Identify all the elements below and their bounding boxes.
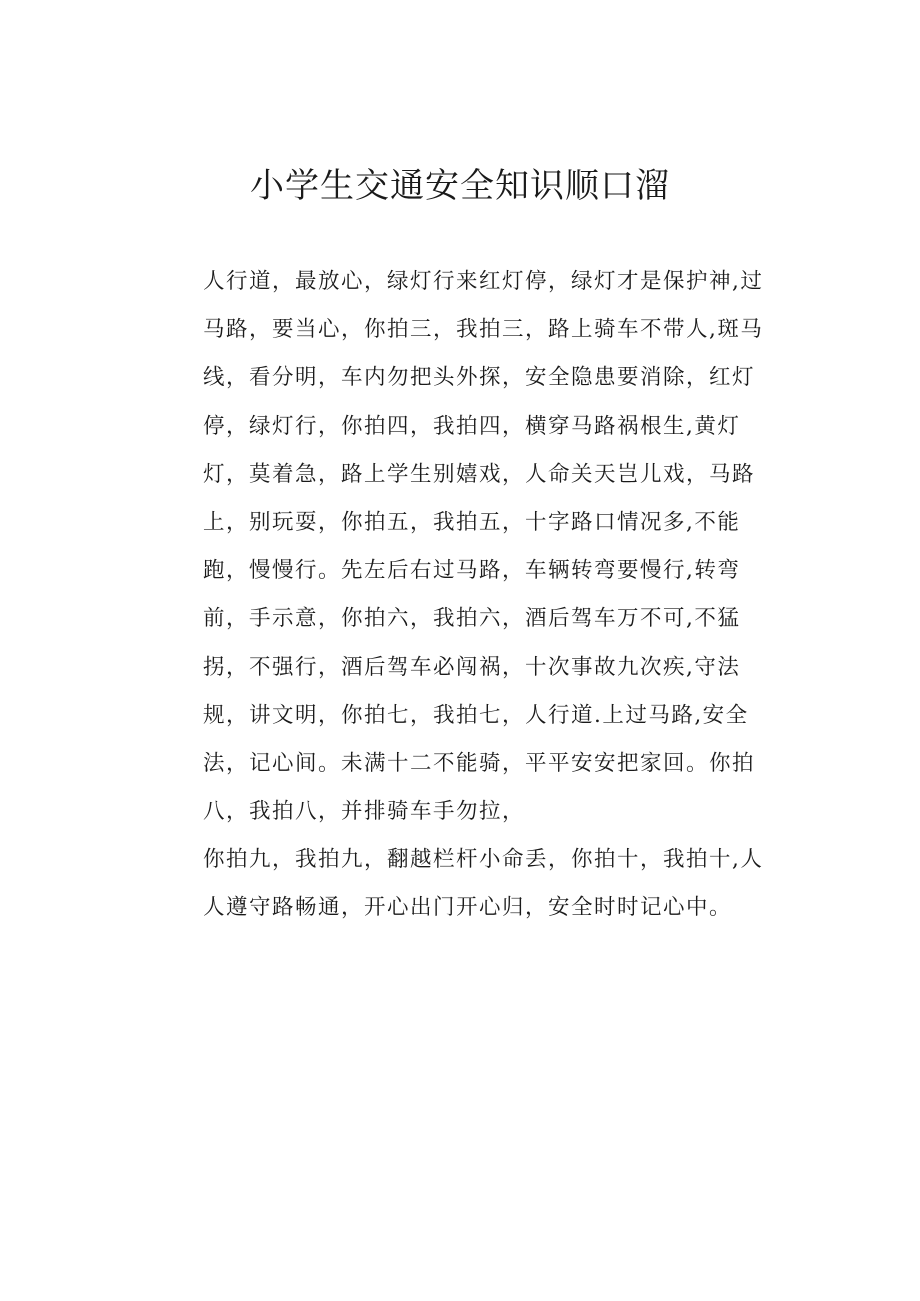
- text-line: 法，记心间。未满十二不能骑，平平安安把家回。你拍: [203, 750, 756, 776]
- text-line: 线，看分明，车内勿把头外探，安全隐患要消除，红灯: [203, 365, 756, 391]
- text-line: 灯，莫着急，路上学生别嬉戏，人命关天岂儿戏，马路: [203, 461, 756, 487]
- text-line: 停，绿灯行，你拍四，我拍四，横穿马路祸根生,黄灯: [203, 413, 741, 439]
- text-line: 跑，慢慢行。先左后右过马路，车辆转弯要慢行,转弯: [203, 558, 741, 584]
- text-line: 规，讲文明，你拍七，我拍七，人行道.上过马路,安全: [203, 702, 749, 728]
- text-line: 人遵守路畅通，开心出门开心归，安全时时记心中。: [203, 895, 733, 921]
- document-title: 小学生交通安全知识顺口溜: [250, 166, 670, 206]
- text-line: 拐，不强行，酒后驾车必闯祸，十次事故九次疾,守法: [203, 654, 741, 680]
- text-line: 马路，要当心，你拍三，我拍三，路上骑车不带人,斑马: [203, 317, 764, 343]
- text-line: 前，手示意，你拍六，我拍六，酒后驾车万不可,不猛: [203, 606, 741, 632]
- text-line: 八，我拍八，并排骑车手勿拉，: [203, 799, 526, 825]
- text-line: 人行道，最放心，绿灯行来红灯停，绿灯才是保护神,过: [203, 269, 764, 294]
- text-line: 你拍九，我拍九，翻越栏杆小命丢，你拍十，我拍十,人: [203, 847, 764, 873]
- text-line: 上，别玩耍，你拍五，我拍五，十字路口情况多,不能: [203, 509, 741, 535]
- document-body: [203, 258, 778, 933]
